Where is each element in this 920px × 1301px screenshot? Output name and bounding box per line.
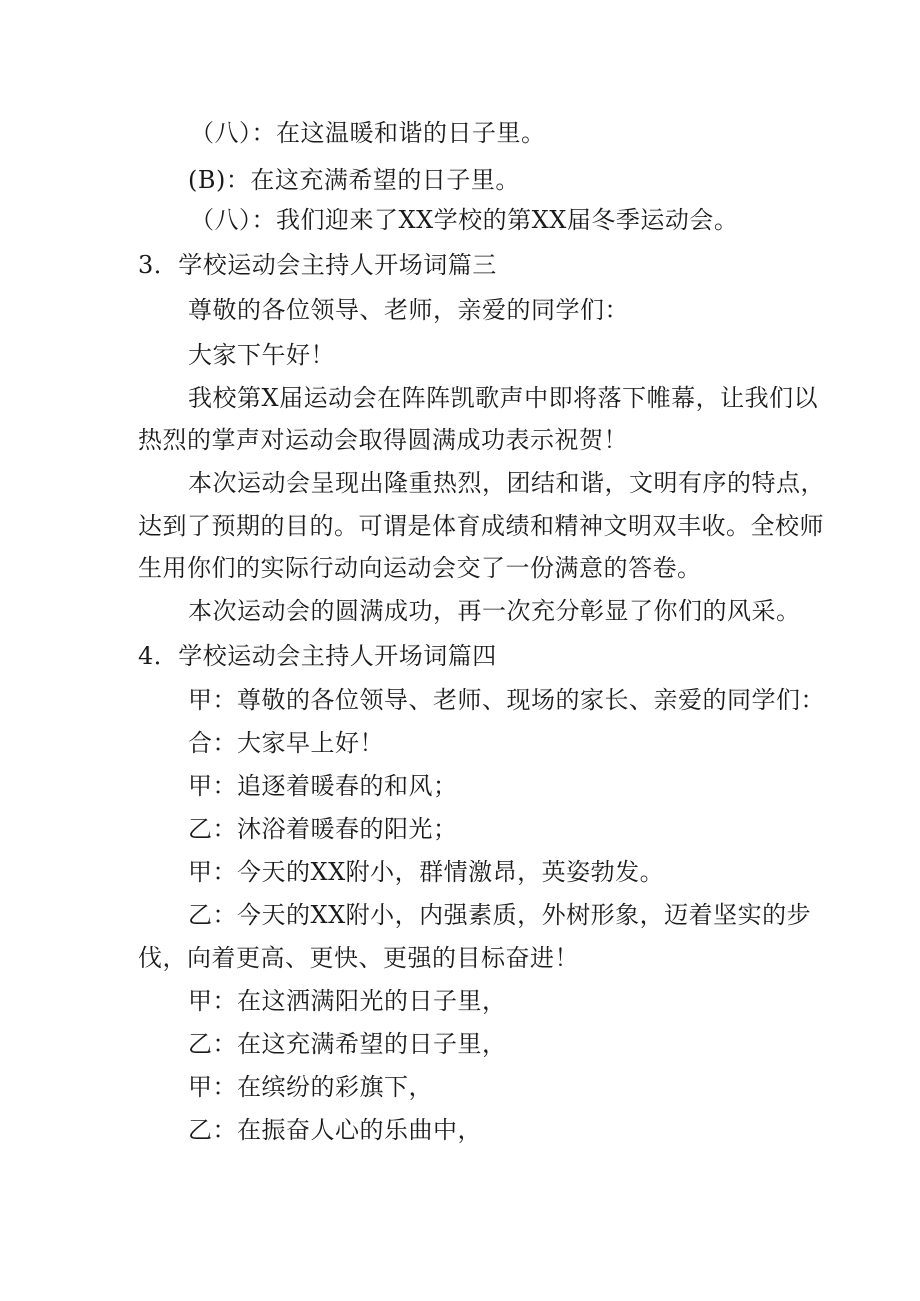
paragraph-line: 本次运动会呈现出隆重热烈，团结和谐，文明有序的特点，: [188, 469, 825, 497]
dialogue-line: 乙：在振奋人心的乐曲中，: [188, 1116, 482, 1144]
dialogue-line: 甲：在缤纷的彩旗下，: [188, 1073, 433, 1101]
section-heading: 4．学校运动会主持人开场词篇四: [138, 642, 497, 670]
dialogue-line: 乙：在这充满希望的日子里，: [188, 1030, 507, 1058]
paragraph-line: 生用你们的实际行动向运动会交了一份满意的答卷。: [138, 554, 702, 582]
dialogue-line: 乙：今天的XX附小，内强素质，外树形象，迈着坚实的步: [188, 901, 812, 929]
dialogue-line: （八）：我们迎来了XX学校的第XX届冬季运动会。: [190, 206, 739, 234]
dialogue-line: (B)：在这充满希望的日子里。: [188, 166, 520, 194]
dialogue-line: 甲：追逐着暖春的和风；: [188, 772, 458, 800]
paragraph-line: 热烈的掌声对运动会取得圆满成功表示祝贺！: [138, 426, 628, 454]
paragraph-line: 尊敬的各位领导、老师，亲爱的同学们：: [188, 296, 629, 324]
dialogue-line: 甲：尊敬的各位领导、老师、现场的家长、亲爱的同学们：: [188, 686, 825, 714]
dialogue-line: 伐，向着更高、更快、更强的目标奋进！: [138, 944, 579, 972]
dialogue-line: 乙：沐浴着暖春的阳光；: [188, 815, 458, 843]
dialogue-line: 甲：在这洒满阳光的日子里，: [188, 987, 507, 1015]
dialogue-line: 合：大家早上好！: [188, 729, 384, 757]
paragraph-line: 大家下午好！: [188, 341, 335, 369]
dialogue-line: （八）：在这温暖和谐的日子里。: [190, 119, 546, 147]
dialogue-line: 甲：今天的XX附小，群情激昂，英姿勃发。: [188, 858, 665, 886]
paragraph-line: 我校第X届运动会在阵阵凯歌声中即将落下帷幕，让我们以: [188, 384, 819, 412]
section-heading: 3．学校运动会主持人开场词篇三: [138, 251, 497, 279]
paragraph-line: 本次运动会的圆满成功，再一次充分彰显了你们的风采。: [188, 597, 801, 625]
paragraph-line: 达到了预期的目的。可谓是体育成绩和精神文明双丰收。全校师: [138, 512, 824, 540]
